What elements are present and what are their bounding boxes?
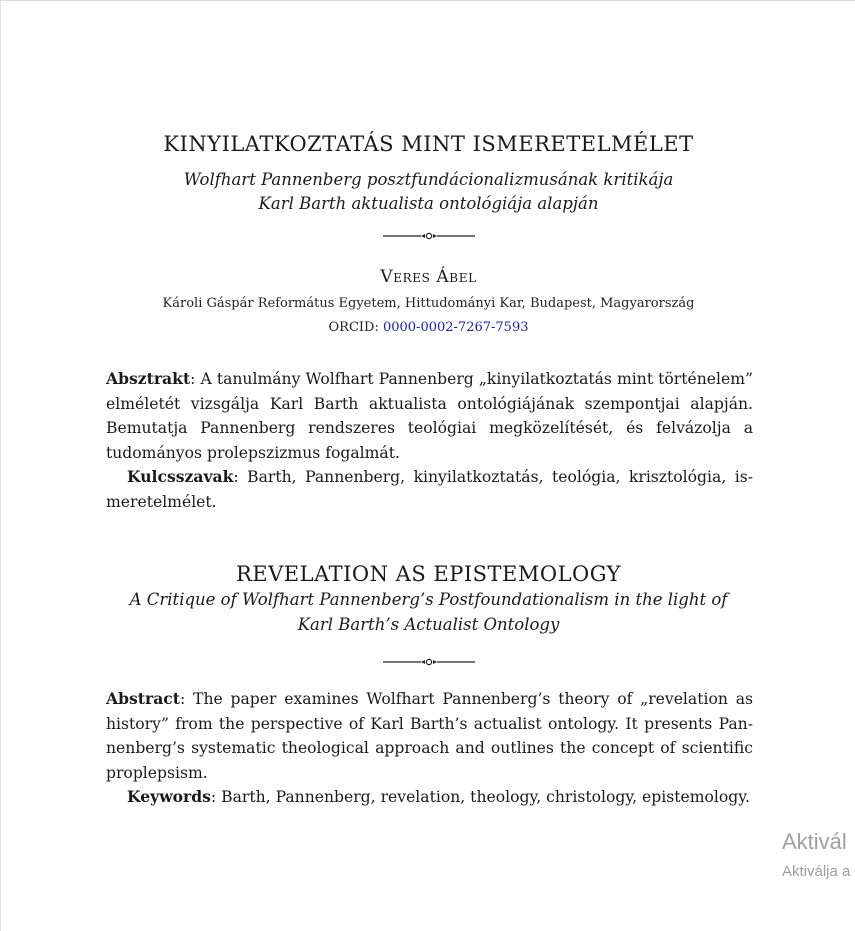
hu-abstract-label: Absztrakt (106, 369, 191, 388)
hu-keywords-label: Kulcsszavak (127, 467, 234, 487)
en-abstract-label: Abstract (106, 689, 181, 708)
en-keywords-paragraph (106, 785, 753, 810)
orcid-line (1, 320, 855, 335)
author-name: Veres Ábel (380, 267, 477, 287)
en-subtitle-line-1: A Critique of Wolfhart Pannenberg’s Postfoundationalism in the light of (129, 590, 728, 609)
ornament-divider-icon (383, 657, 475, 667)
ornament-divider-icon (383, 231, 475, 241)
hu-abstract-paragraph (106, 367, 753, 465)
en-abstract-paragraph (106, 687, 753, 785)
hu-keywords-text: : Barth, Pannenberg, kinyilatkoztatás, teológia, krisztológia, ismeretelmélet. (106, 468, 753, 511)
en-keywords-text: : Barth, Pannenberg, revelation, theology, christology, epistemology. (210, 788, 750, 807)
orcid-link[interactable]: 0000-0002-7267-7593 (382, 320, 529, 335)
activation-watermark-subtitle: Aktiválja a (782, 863, 851, 880)
en-keywords-label: Keywords (127, 787, 211, 807)
en-subtitle-line-2: Karl Barth’s Actualist Ontology (297, 615, 560, 634)
activation-watermark-title: Aktivál (782, 829, 847, 854)
en-title: REVELATION AS EPISTEMOLOGY (235, 562, 622, 586)
en-abstract-block (106, 687, 753, 810)
author-affiliation: Károli Gáspár Református Egyetem, Hittudományi Kar, Budapest, Magyarország (162, 296, 695, 311)
hu-keywords-paragraph (106, 465, 753, 514)
en-abstract-text: : The paper examines Wolfhart Pannenberg’s theory of „revelation as history” from the perspective of Karl Barth’s actualist ontology. It presents Pannenberg’s systematic theological approach and outlines the concept of scientific proplepsism. (106, 690, 753, 782)
orcid-label: ORCID: (328, 320, 383, 335)
hu-subtitle-line-2: Karl Barth aktualista ontológiája alapján (258, 194, 599, 213)
hu-abstract-text: : A tanulmány Wolfhart Pannenberg „kinyilatkoztatás mint történelem” elméletét vizsgálja Karl Barth aktualista ontológiájának szempontjai alapján. Bemutatja Pannenberg rendszeres teológiai megközelítését, és felvázolja a tudományos prolepszizmus fogalmát. (106, 370, 753, 462)
hu-subtitle-line-1: Wolfhart Pannenberg posztfundácionalizmusának kritikája (183, 170, 674, 189)
hu-abstract-block (106, 367, 753, 515)
hu-title: KINYILATKOZTATÁS MINT ISMERETELMÉLET (163, 132, 694, 156)
